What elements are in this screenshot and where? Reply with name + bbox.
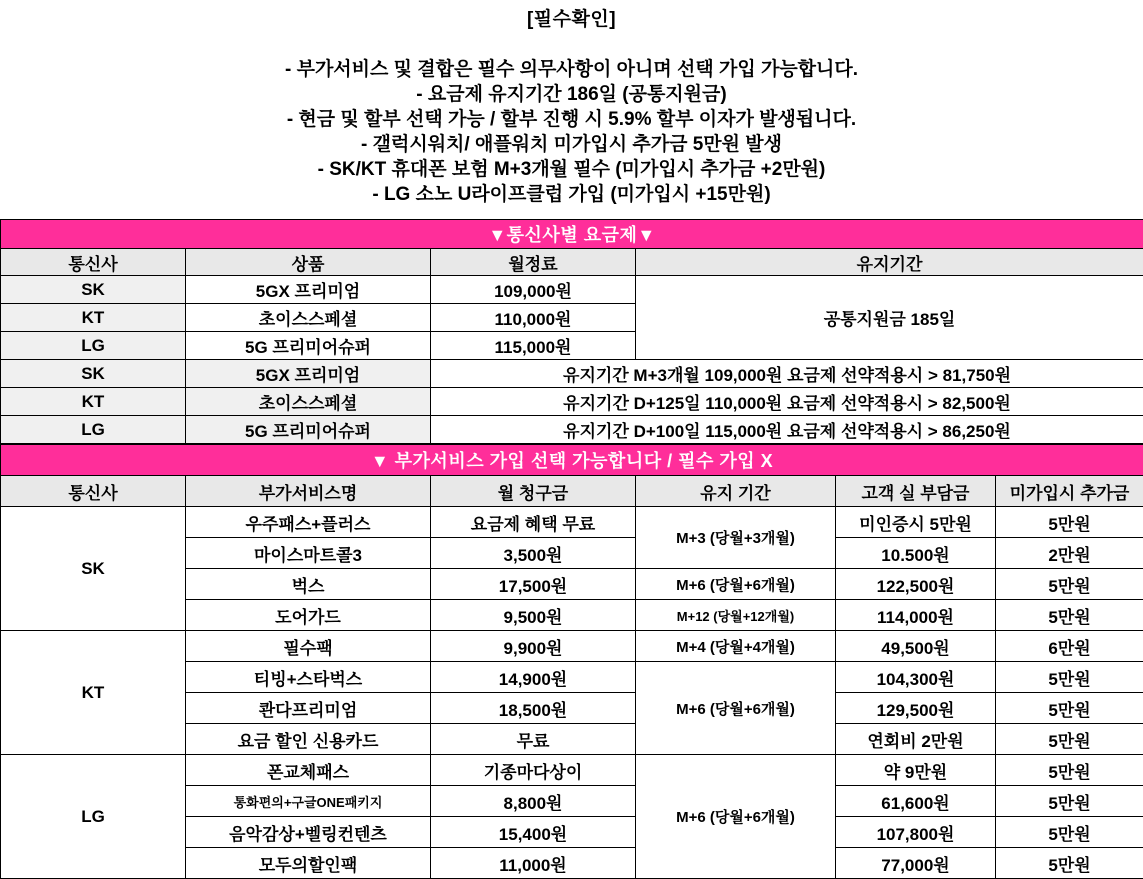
addon-period: M+6 (당월+6개월) xyxy=(636,755,836,879)
table-row xyxy=(1,631,1143,662)
addon-carrier: LG xyxy=(1,755,186,879)
plan-product: 초이스스페셜 xyxy=(186,388,431,416)
addon-name: 도어가드 xyxy=(186,600,431,631)
addon-name: 모두의할인팩 xyxy=(186,848,431,879)
table-row xyxy=(1,755,1143,786)
table-row xyxy=(1,507,1143,538)
plan-carrier: LG xyxy=(1,416,186,444)
addon-fee: 무료 xyxy=(431,724,636,755)
addon-table-band: ▼ 부가서비스 가입 선택 가능합니다 / 필수 가입 X xyxy=(1,445,1143,476)
addon-fee: 11,000원 xyxy=(431,848,636,879)
addon-penalty: 5만원 xyxy=(996,817,1143,848)
addon-name: 음악감상+벨링컨텐츠 xyxy=(186,817,431,848)
plan-detail: 유지기간 M+3개월 109,000원 요금제 선약적용시 > 81,750원 xyxy=(431,360,1143,388)
plan-carrier: SK xyxy=(1,360,186,388)
addon-period: M+6 (당월+6개월) xyxy=(636,662,836,755)
plan-header-period: 유지기간 xyxy=(636,249,1143,276)
addon-period: M+3 (당월+3개월) xyxy=(636,507,836,569)
plan-table-band: ▼통신사별 요금제▼ xyxy=(1,220,1143,249)
addon-fee: 기종마다상이 xyxy=(431,755,636,786)
notice-line: - 부가서비스 및 결합은 필수 의무사항이 아니며 선택 가입 가능합니다. xyxy=(0,57,1143,82)
notice-line: - LG 소노 U라이프클럽 가입 (미가입시 +15만원) xyxy=(0,182,1143,207)
addon-penalty: 5만원 xyxy=(996,786,1143,817)
addon-table xyxy=(0,444,1143,879)
notice-line: - 요금제 유지기간 186일 (공통지원금) xyxy=(0,82,1143,107)
addon-name: 마이스마트콜3 xyxy=(186,538,431,569)
plan-product: 5G 프리미어슈퍼 xyxy=(186,332,431,360)
plan-detail: 유지기간 D+100일 115,000원 요금제 선약적용시 > 86,250원 xyxy=(431,416,1143,444)
plan-header-carrier: 통신사 xyxy=(1,249,186,276)
addon-burden: 49,500원 xyxy=(836,631,996,662)
plan-carrier: LG xyxy=(1,332,186,360)
plan-header-product: 상품 xyxy=(186,249,431,276)
addon-name: 폰교체패스 xyxy=(186,755,431,786)
addon-penalty: 5만원 xyxy=(996,848,1143,879)
plan-carrier: SK xyxy=(1,276,186,304)
addon-penalty: 6만원 xyxy=(996,631,1143,662)
addon-burden: 122,500원 xyxy=(836,569,996,600)
addon-name: 요금 할인 신용카드 xyxy=(186,724,431,755)
notice-line: - 갤럭시워치/ 애플워치 미가입시 추가금 5만원 발생 xyxy=(0,132,1143,157)
plan-period-merged: 공통지원금 185일 xyxy=(636,276,1143,360)
addon-table-section xyxy=(0,444,1143,879)
addon-name: 벅스 xyxy=(186,569,431,600)
addon-burden: 129,500원 xyxy=(836,693,996,724)
addon-fee: 17,500원 xyxy=(431,569,636,600)
plan-detail: 유지기간 D+125일 110,000원 요금제 선약적용시 > 82,500원 xyxy=(431,388,1143,416)
plan-table-section xyxy=(0,219,1143,444)
addon-name: 우주패스+플러스 xyxy=(186,507,431,538)
addon-header-burden: 고객 실 부담금 xyxy=(836,476,996,507)
addon-fee: 14,900원 xyxy=(431,662,636,693)
notice-block xyxy=(0,0,1143,207)
addon-burden: 114,000원 xyxy=(836,600,996,631)
addon-penalty: 5만원 xyxy=(996,600,1143,631)
addon-name: 통화편의+구글ONE패키지 xyxy=(186,786,431,817)
plan-fee: 109,000원 xyxy=(431,276,636,304)
addon-fee: 3,500원 xyxy=(431,538,636,569)
table-row xyxy=(1,276,1143,304)
plan-header-fee: 월정료 xyxy=(431,249,636,276)
plan-fee: 115,000원 xyxy=(431,332,636,360)
addon-burden: 10.500원 xyxy=(836,538,996,569)
notice-title: [필수확인] xyxy=(0,4,1143,31)
addon-penalty: 2만원 xyxy=(996,538,1143,569)
plan-carrier: KT xyxy=(1,304,186,332)
addon-carrier: SK xyxy=(1,507,186,631)
notice-line: - 현금 및 할부 선택 가능 / 할부 진행 시 5.9% 할부 이자가 발생됩니다. xyxy=(0,107,1143,132)
plan-product: 5G 프리미어슈퍼 xyxy=(186,416,431,444)
addon-burden: 미인증시 5만원 xyxy=(836,507,996,538)
addon-carrier: KT xyxy=(1,631,186,755)
addon-header-penalty: 미가입시 추가금 xyxy=(996,476,1143,507)
plan-product: 5GX 프리미엄 xyxy=(186,360,431,388)
addon-name: 필수팩 xyxy=(186,631,431,662)
addon-period: M+4 (당월+4개월) xyxy=(636,631,836,662)
notice-lines xyxy=(0,57,1143,207)
addon-fee: 18,500원 xyxy=(431,693,636,724)
addon-penalty: 5만원 xyxy=(996,724,1143,755)
addon-fee: 9,900원 xyxy=(431,631,636,662)
addon-name: 콴다프리미엄 xyxy=(186,693,431,724)
plan-table xyxy=(0,219,1143,444)
addon-header-name: 부가서비스명 xyxy=(186,476,431,507)
addon-burden: 61,600원 xyxy=(836,786,996,817)
addon-fee: 8,800원 xyxy=(431,786,636,817)
plan-product: 초이스스페셜 xyxy=(186,304,431,332)
addon-penalty: 5만원 xyxy=(996,693,1143,724)
addon-period: M+12 (당월+12개월) xyxy=(636,600,836,631)
addon-name: 티빙+스타벅스 xyxy=(186,662,431,693)
table-row xyxy=(1,388,1143,416)
addon-burden: 77,000원 xyxy=(836,848,996,879)
table-row xyxy=(1,416,1143,444)
notice-line: - SK/KT 휴대폰 보험 M+3개월 필수 (미가입시 추가금 +2만원) xyxy=(0,157,1143,182)
addon-burden: 107,800원 xyxy=(836,817,996,848)
addon-period: M+6 (당월+6개월) xyxy=(636,569,836,600)
addon-burden: 104,300원 xyxy=(836,662,996,693)
addon-header-fee: 월 청구금 xyxy=(431,476,636,507)
addon-fee: 요금제 혜택 무료 xyxy=(431,507,636,538)
addon-header-carrier: 통신사 xyxy=(1,476,186,507)
plan-carrier: KT xyxy=(1,388,186,416)
addon-penalty: 5만원 xyxy=(996,755,1143,786)
addon-fee: 9,500원 xyxy=(431,600,636,631)
addon-penalty: 5만원 xyxy=(996,569,1143,600)
addon-burden: 연회비 2만원 xyxy=(836,724,996,755)
table-row xyxy=(1,360,1143,388)
addon-penalty: 5만원 xyxy=(996,662,1143,693)
addon-burden: 약 9만원 xyxy=(836,755,996,786)
addon-fee: 15,400원 xyxy=(431,817,636,848)
addon-penalty: 5만원 xyxy=(996,507,1143,538)
plan-fee: 110,000원 xyxy=(431,304,636,332)
plan-product: 5GX 프리미엄 xyxy=(186,276,431,304)
addon-header-period: 유지 기간 xyxy=(636,476,836,507)
